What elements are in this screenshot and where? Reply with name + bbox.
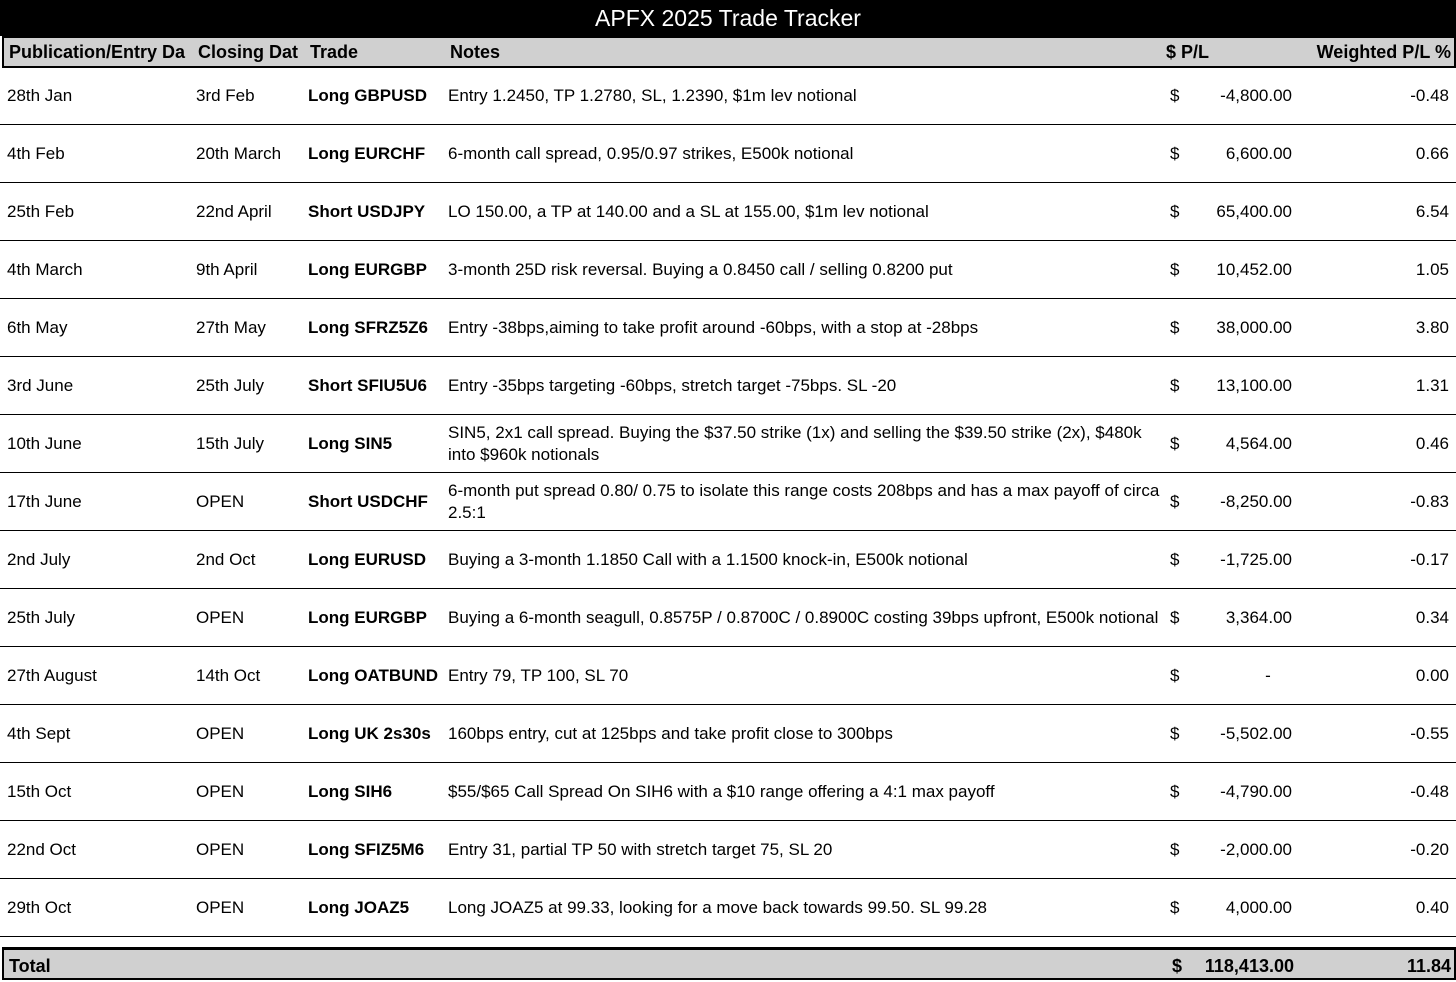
- table-row[interactable]: [0, 357, 1456, 415]
- table-row[interactable]: [0, 241, 1456, 299]
- closing-date-cell[interactable]: OPEN: [196, 840, 245, 859]
- weighted-pl-cell[interactable]: 0.00: [1415, 666, 1449, 685]
- publication-date-cell[interactable]: 29th Oct: [7, 898, 72, 917]
- pl-cell[interactable]: 38,000.00: [1216, 318, 1292, 337]
- table-row[interactable]: [0, 821, 1456, 879]
- pl-cell[interactable]: -1,725.00: [1220, 550, 1292, 569]
- trade-cell[interactable]: Long EURUSD: [308, 550, 427, 569]
- weighted-pl-cell[interactable]: -0.20: [1410, 840, 1449, 859]
- trade-cell[interactable]: Long JOAZ5: [308, 898, 410, 917]
- currency-cell[interactable]: $: [1170, 608, 1180, 627]
- trade-cell[interactable]: Long SFIZ5M6: [308, 840, 425, 859]
- weighted-pl-cell[interactable]: -0.48: [1410, 782, 1449, 801]
- header-row: [2, 36, 1456, 68]
- notes-cell[interactable]: LO 150.00, a TP at 140.00 and a SL at 155.00, $1m lev notional: [448, 202, 929, 221]
- total-currency: $: [1172, 956, 1183, 976]
- publication-date-cell[interactable]: 10th June: [7, 434, 82, 453]
- table-row[interactable]: [0, 299, 1456, 357]
- trade-table-body: [0, 67, 1456, 937]
- publication-date-cell[interactable]: 4th March: [7, 260, 83, 279]
- weighted-pl-cell[interactable]: 1.05: [1415, 260, 1449, 279]
- closing-date-cell[interactable]: 27th May: [196, 318, 266, 337]
- weighted-pl-cell[interactable]: -0.17: [1410, 550, 1449, 569]
- header-publication[interactable]: Publication/Entry Da: [9, 42, 186, 62]
- notes-cell[interactable]: 6-month call spread, 0.95/0.97 strikes, E500k notional: [448, 144, 854, 163]
- currency-cell[interactable]: $: [1170, 550, 1180, 569]
- header-pl[interactable]: $ P/L: [1166, 42, 1210, 62]
- trade-cell[interactable]: Short USDJPY: [308, 202, 426, 221]
- closing-date-cell[interactable]: OPEN: [196, 724, 245, 743]
- trade-cell[interactable]: Long OATBUND: [308, 666, 438, 685]
- weighted-pl-cell[interactable]: -0.83: [1410, 492, 1449, 511]
- pl-cell[interactable]: 3,364.00: [1225, 608, 1292, 627]
- currency-cell[interactable]: $: [1170, 434, 1180, 453]
- currency-cell[interactable]: $: [1170, 86, 1180, 105]
- table-row[interactable]: [0, 879, 1456, 937]
- weighted-pl-cell[interactable]: 6.54: [1415, 202, 1449, 221]
- currency-cell[interactable]: $: [1170, 376, 1180, 395]
- header-closing[interactable]: Closing Dat: [198, 42, 299, 62]
- table-row[interactable]: [0, 415, 1456, 473]
- table-row[interactable]: [0, 705, 1456, 763]
- closing-date-cell[interactable]: 22nd April: [196, 202, 272, 221]
- currency-cell[interactable]: $: [1170, 260, 1180, 279]
- table-row[interactable]: [0, 763, 1456, 821]
- total-pl: 118,413.00: [1204, 956, 1294, 976]
- weighted-pl-cell[interactable]: 0.34: [1415, 608, 1449, 627]
- trade-cell[interactable]: Long EURCHF: [308, 144, 426, 163]
- pl-cell[interactable]: -2,000.00: [1220, 840, 1292, 859]
- pl-cell[interactable]: 10,452.00: [1216, 260, 1292, 279]
- pl-cell[interactable]: -5,502.00: [1220, 724, 1292, 743]
- closing-date-cell[interactable]: 9th April: [196, 260, 258, 279]
- publication-date-cell[interactable]: 25th Feb: [7, 202, 75, 221]
- publication-date-cell[interactable]: 4th Feb: [7, 144, 65, 163]
- pl-cell[interactable]: 4,000.00: [1225, 898, 1292, 917]
- trade-cell[interactable]: Long EURGBP: [308, 608, 427, 627]
- notes-cell[interactable]: 6-month put spread 0.80/ 0.75 to isolate this range costs 208bps and has a max payoff of circa 2.5:1: [448, 481, 1160, 522]
- trade-cell[interactable]: Long EURGBP: [308, 260, 427, 279]
- publication-date-cell[interactable]: 3rd June: [7, 376, 74, 395]
- publication-date-cell[interactable]: 15th Oct: [7, 782, 72, 801]
- closing-date-cell[interactable]: OPEN: [196, 782, 245, 801]
- currency-cell[interactable]: $: [1170, 492, 1180, 511]
- notes-cell[interactable]: Entry 1.2450, TP 1.2780, SL, 1.2390, $1m lev notional: [448, 86, 857, 105]
- weighted-pl-cell[interactable]: -0.48: [1410, 86, 1449, 105]
- pl-cell[interactable]: 6,600.00: [1225, 144, 1292, 163]
- notes-cell[interactable]: Buying a 6-month seagull, 0.8575P / 0.8700C / 0.8900C costing 39bps upfront, E500k notional: [448, 608, 1159, 627]
- trade-cell[interactable]: Long SFRZ5Z6: [308, 318, 428, 337]
- weighted-pl-cell[interactable]: 3.80: [1415, 318, 1449, 337]
- trade-cell[interactable]: Long GBPUSD: [308, 86, 427, 105]
- currency-cell[interactable]: $: [1170, 144, 1180, 163]
- publication-date-cell[interactable]: 17th June: [7, 492, 82, 511]
- currency-cell[interactable]: $: [1170, 840, 1180, 859]
- pl-cell[interactable]: -4,790.00: [1220, 782, 1292, 801]
- publication-date-cell[interactable]: 27th August: [7, 666, 97, 685]
- closing-date-cell[interactable]: OPEN: [196, 492, 245, 511]
- table-row[interactable]: [0, 589, 1456, 647]
- total-weighted: 11.84: [1406, 956, 1451, 976]
- pl-cell[interactable]: -: [1265, 666, 1271, 685]
- table-row[interactable]: [0, 531, 1456, 589]
- closing-date-cell[interactable]: 20th March: [196, 144, 282, 163]
- header-notes[interactable]: Notes: [450, 42, 501, 62]
- table-row[interactable]: [0, 647, 1456, 705]
- weighted-pl-cell[interactable]: -0.55: [1410, 724, 1449, 743]
- table-row[interactable]: [0, 183, 1456, 241]
- trade-cell[interactable]: Long SIN5: [308, 434, 393, 453]
- publication-date-cell[interactable]: 22nd Oct: [7, 840, 76, 859]
- publication-date-cell[interactable]: 25th July: [7, 608, 76, 627]
- pl-cell[interactable]: 65,400.00: [1216, 202, 1292, 221]
- trade-cell[interactable]: Short USDCHF: [308, 492, 428, 511]
- total-label: Total: [9, 956, 51, 976]
- closing-date-cell[interactable]: OPEN: [196, 608, 245, 627]
- closing-date-cell[interactable]: 15th July: [196, 434, 265, 453]
- notes-cell[interactable]: Entry 31, partial TP 50 with stretch target 75, SL 20: [448, 840, 833, 859]
- weighted-pl-cell[interactable]: 0.40: [1415, 898, 1449, 917]
- closing-date-cell[interactable]: 25th July: [196, 376, 265, 395]
- publication-date-cell[interactable]: 2nd July: [7, 550, 71, 569]
- notes-cell[interactable]: 160bps entry, cut at 125bps and take profit close to 300bps: [448, 724, 893, 743]
- trade-cell[interactable]: Long SIH6: [308, 782, 393, 801]
- header-trade[interactable]: Trade: [310, 42, 359, 62]
- publication-date-cell[interactable]: 28th Jan: [7, 86, 73, 105]
- pl-cell[interactable]: 4,564.00: [1225, 434, 1292, 453]
- notes-cell[interactable]: 3-month 25D risk reversal. Buying a 0.8450 call / selling 0.8200 put: [448, 260, 953, 279]
- currency-cell[interactable]: $: [1170, 318, 1180, 337]
- weighted-pl-cell[interactable]: 0.46: [1415, 434, 1449, 453]
- pl-cell[interactable]: 13,100.00: [1216, 376, 1292, 395]
- sheet-title: APFX 2025 Trade Tracker: [0, 0, 1456, 36]
- publication-date-cell[interactable]: 4th Sept: [7, 724, 71, 743]
- pl-cell[interactable]: -8,250.00: [1220, 492, 1292, 511]
- table-row[interactable]: [0, 473, 1456, 531]
- closing-date-cell[interactable]: OPEN: [196, 898, 245, 917]
- currency-cell[interactable]: $: [1170, 782, 1180, 801]
- currency-cell[interactable]: $: [1170, 724, 1180, 743]
- notes-cell[interactable]: SIN5, 2x1 call spread. Buying the $37.50 strike (1x) and selling the $39.50 strike (2x), $480k into $960k notionals: [448, 423, 1142, 464]
- header-weighted[interactable]: Weighted P/L %: [1316, 42, 1451, 62]
- notes-cell[interactable]: Entry -38bps,aiming to take profit around -60bps, with a stop at -28bps: [448, 318, 979, 337]
- total-row: [2, 947, 1456, 980]
- currency-cell[interactable]: $: [1170, 666, 1180, 685]
- notes-cell[interactable]: Entry -35bps targeting -60bps, stretch target -75bps. SL -20: [448, 376, 897, 395]
- currency-cell[interactable]: $: [1170, 202, 1180, 221]
- weighted-pl-cell[interactable]: 1.31: [1415, 376, 1449, 395]
- publication-date-cell[interactable]: 6th May: [7, 318, 68, 337]
- notes-cell[interactable]: Buying a 3-month 1.1850 Call with a 1.1500 knock-in, E500k notional: [448, 550, 968, 569]
- notes-cell[interactable]: $55/$65 Call Spread On SIH6 with a $10 range offering a 4:1 max payoff: [448, 782, 995, 801]
- pl-cell[interactable]: -4,800.00: [1220, 86, 1292, 105]
- weighted-pl-cell[interactable]: 0.66: [1415, 144, 1449, 163]
- currency-cell[interactable]: $: [1170, 898, 1180, 917]
- table-row[interactable]: [0, 67, 1456, 125]
- closing-date-cell[interactable]: 3rd Feb: [196, 86, 255, 105]
- trade-cell[interactable]: Short SFIU5U6: [308, 376, 428, 395]
- trade-cell[interactable]: Long UK 2s30s: [308, 724, 431, 743]
- table-row[interactable]: [0, 125, 1456, 183]
- notes-cell[interactable]: Long JOAZ5 at 99.33, looking for a move back towards 99.50. SL 99.28: [448, 898, 987, 917]
- closing-date-cell[interactable]: 14th Oct: [196, 666, 261, 685]
- notes-cell[interactable]: Entry 79, TP 100, SL 70: [448, 666, 629, 685]
- closing-date-cell[interactable]: 2nd Oct: [196, 550, 256, 569]
